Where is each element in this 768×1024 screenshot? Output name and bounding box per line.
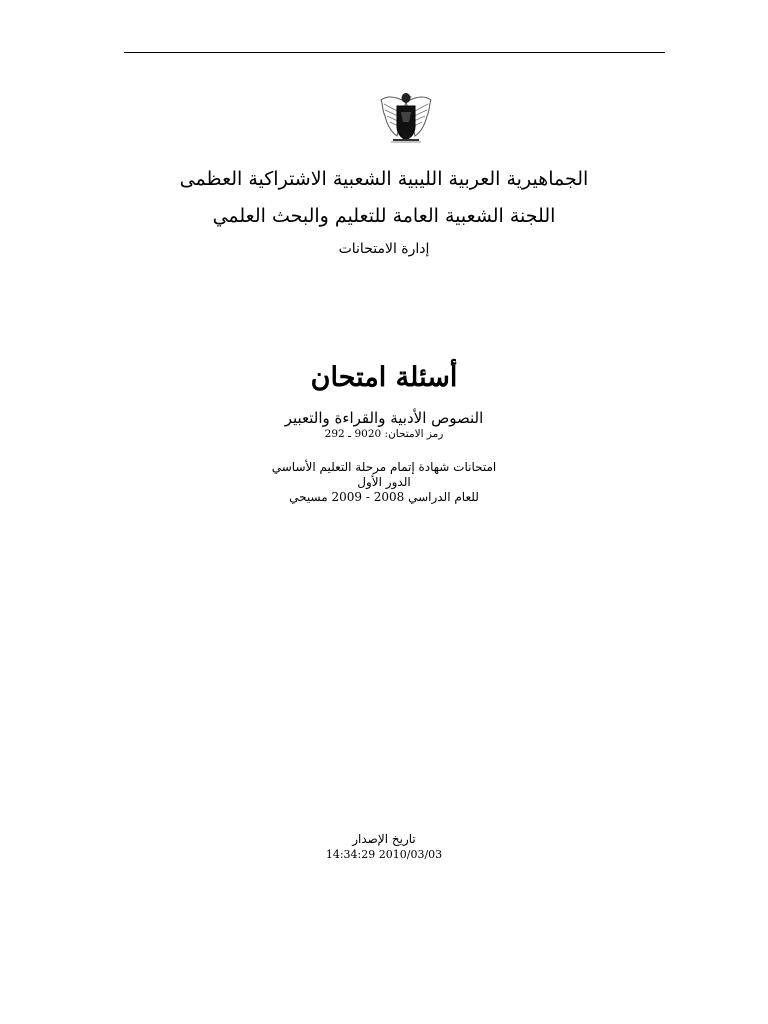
exam-round: الدور الأول: [357, 475, 411, 489]
issue-date-value: 14:34:29 2010/03/03: [325, 848, 443, 861]
department-name: إدارة الامتحانات: [338, 241, 430, 257]
exam-type: امتحانات شهادة إتمام مرحلة التعليم الأساسي: [271, 460, 497, 474]
top-rule: [124, 52, 665, 53]
academic-year: للعام الدراسي 2008 - 2009 مسيحي: [289, 490, 479, 504]
exam-title: أسئلة امتحان: [310, 362, 458, 393]
issue-date-label: تاريخ الإصدار: [352, 832, 416, 846]
committee-name: اللجنة الشعبية العامة للتعليم والبحث العلمي: [212, 205, 556, 227]
exam-subject: النصوص الأدبية والقراءة والتعبير: [284, 409, 484, 427]
exam-code: رمز الامتحان: 9020 ـ 292: [324, 428, 444, 440]
state-name: الجماهيرية العربية الليبية الشعبية الاشتراكية العظمى: [179, 168, 589, 190]
eagle-emblem-icon: [377, 88, 435, 146]
